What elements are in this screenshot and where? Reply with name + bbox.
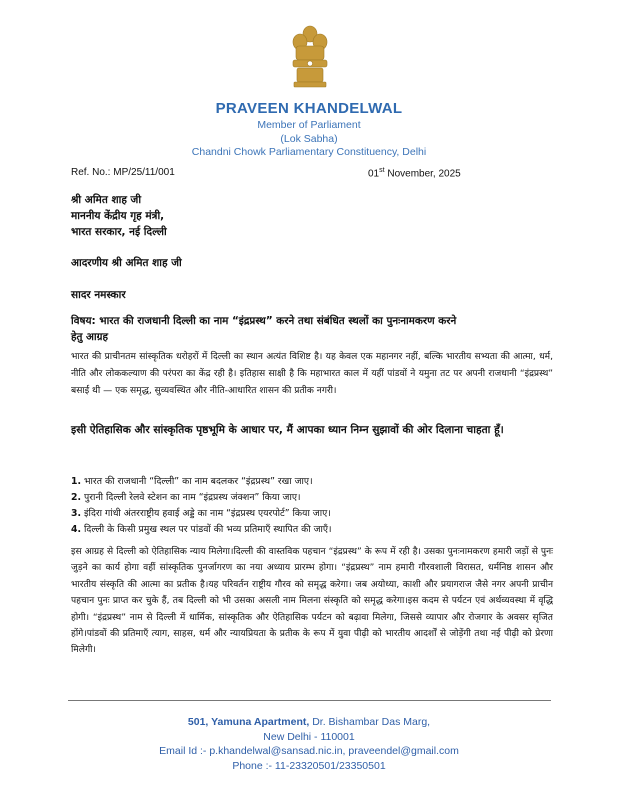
mp-name: PRAVEEN KHANDELWAL [215, 100, 403, 117]
suggestions-intro: इसी ऐतिहासिक और सांस्कृतिक पृष्ठभूमि के आधार पर, मैं आपका ध्यान निम्न सुझावों की ओर दिलाना चाहता हूँ। [71, 424, 504, 436]
list-item: 2. पुरानी दिल्ली रेलवे स्टेशन का नाम “इंद्रप्रस्थ जंक्शन” किया जाए। [71, 492, 301, 503]
footer-city: New Delhi - 110001 [263, 731, 355, 743]
salutation: आदरणीय श्री अमित शाह जी [71, 257, 182, 269]
addressee-name: श्री अमित शाह जी [71, 194, 142, 206]
national-emblem-icon [288, 24, 332, 92]
letter-date: 01st November, 2025 [368, 167, 461, 180]
subject-line-2: हेतु आग्रह [71, 331, 109, 343]
greeting: सादर नमस्कार [71, 289, 126, 301]
constituency: Chandni Chowk Parliamentary Constituency, Delhi [191, 146, 427, 158]
footer-email: Email Id :- p.khandelwal@sansad.nic.in, praveendel@gmail.com [159, 745, 459, 757]
paragraph-intro: भारत की प्राचीनतम सांस्कृतिक धरोहरों में दिल्ली का स्थान अत्यंत विशिष्ट है। यह केवल एक महानगर नहीं, बल्कि भारतीय सभ्यता की आत्मा, धर्म, नीति और लोककल्याण की परंपरा का केंद्र रही है। इतिहास साक्षी है कि महाभारत काल में यहीं पांडवों ने यमुना तट पर अपनी राजधानी “इंद्रप्रस्थ” बसाई थी — एक समृद्ध, सुव्यवस्थित और नीति-आधारित शासन की प्रतीक नगरी। [71, 352, 553, 396]
addressee-office: भारत सरकार, नई दिल्ली [71, 226, 167, 238]
addressee-title: माननीय केंद्रीय गृह मंत्री, [71, 210, 165, 222]
footer-address: 501, Yamuna Apartment, Dr. Bishambar Das Marg, [187, 716, 431, 728]
paragraph-justification: इस आग्रह से दिल्ली को ऐतिहासिक न्याय मिलेगा।दिल्ली की वास्तविक पहचान “इंद्रप्रस्थ” के रूप में रही है। उसका पुनःनामकरण हमारी जड़ों से पुनः जुड़ने का कार्य होगा वहीं सांस्कृतिक पुनर्जागरण का नया अध्याय प्रारम्भ होगा। “इंद्रप्रस्थ” नाम हमारी गौरवशाली विरासत, धर्मनिष्ठ शासन और भारतीय संस्कृति की आत्मा का प्रतीक है।यह परिवर्तन राष्ट्रीय गौरव को समृद्ध करेगा। जब अयोध्या, काशी और प्रयागराज जैसे नगर अपनी प्राचीन पहचान पुनः प्राप्त कर चुके हैं, तब दिल्ली को भी उसका असली नाम मिलना संस्कृति को समृद्ध करेगा।इस कदम से पर्यटन एवं अर्थव्यवस्था में वृद्धि होगी। “इंद्रप्रस्थ” नाम से दिल्ली में धार्मिक, सांस्कृतिक और ऐतिहासिक पर्यटन को बढ़ावा मिलेगा, जिससे व्यापार और रोजगार के अवसर सृजित होंगे।पांडवों की प्रतिमाएँ त्याग, साहस, धर्म और न्यायप्रियता के प्रतीक के रूप में युवा पीढ़ी को भारतीय आदर्शों से जोड़ेंगी तथा नई पीढ़ी को प्रेरणा मिलेगी। [71, 547, 553, 656]
mp-designation: Member of Parliament [257, 119, 361, 131]
list-item: 4. दिल्ली के किसी प्रमुख स्थल पर पांडवों की भव्य प्रतिमाएँ स्थापित की जाएँ। [71, 524, 332, 535]
footer-phone: Phone :- 11-23320501/23350501 [232, 760, 386, 772]
footer-divider [68, 700, 551, 701]
subject-line: विषय: भारत की राजधानी दिल्ली का नाम “इंद्रप्रस्थ” करने तथा संबंधित स्थलों का पुनःनामकरण करने [71, 315, 457, 327]
reference-number: Ref. No.: MP/25/11/001 [71, 167, 175, 178]
house-name: (Lok Sabha) [280, 133, 338, 145]
suggestions-list [71, 474, 551, 538]
list-item: 1. भारत की राजधानी “दिल्ली” का नाम बदलकर “इंद्रप्रस्थ” रखा जाए। [71, 476, 313, 487]
list-item: 3. इंदिरा गांधी अंतरराष्ट्रीय हवाई अड्डे का नाम “इंद्रप्रस्थ एयरपोर्ट” किया जाए। [71, 508, 331, 519]
